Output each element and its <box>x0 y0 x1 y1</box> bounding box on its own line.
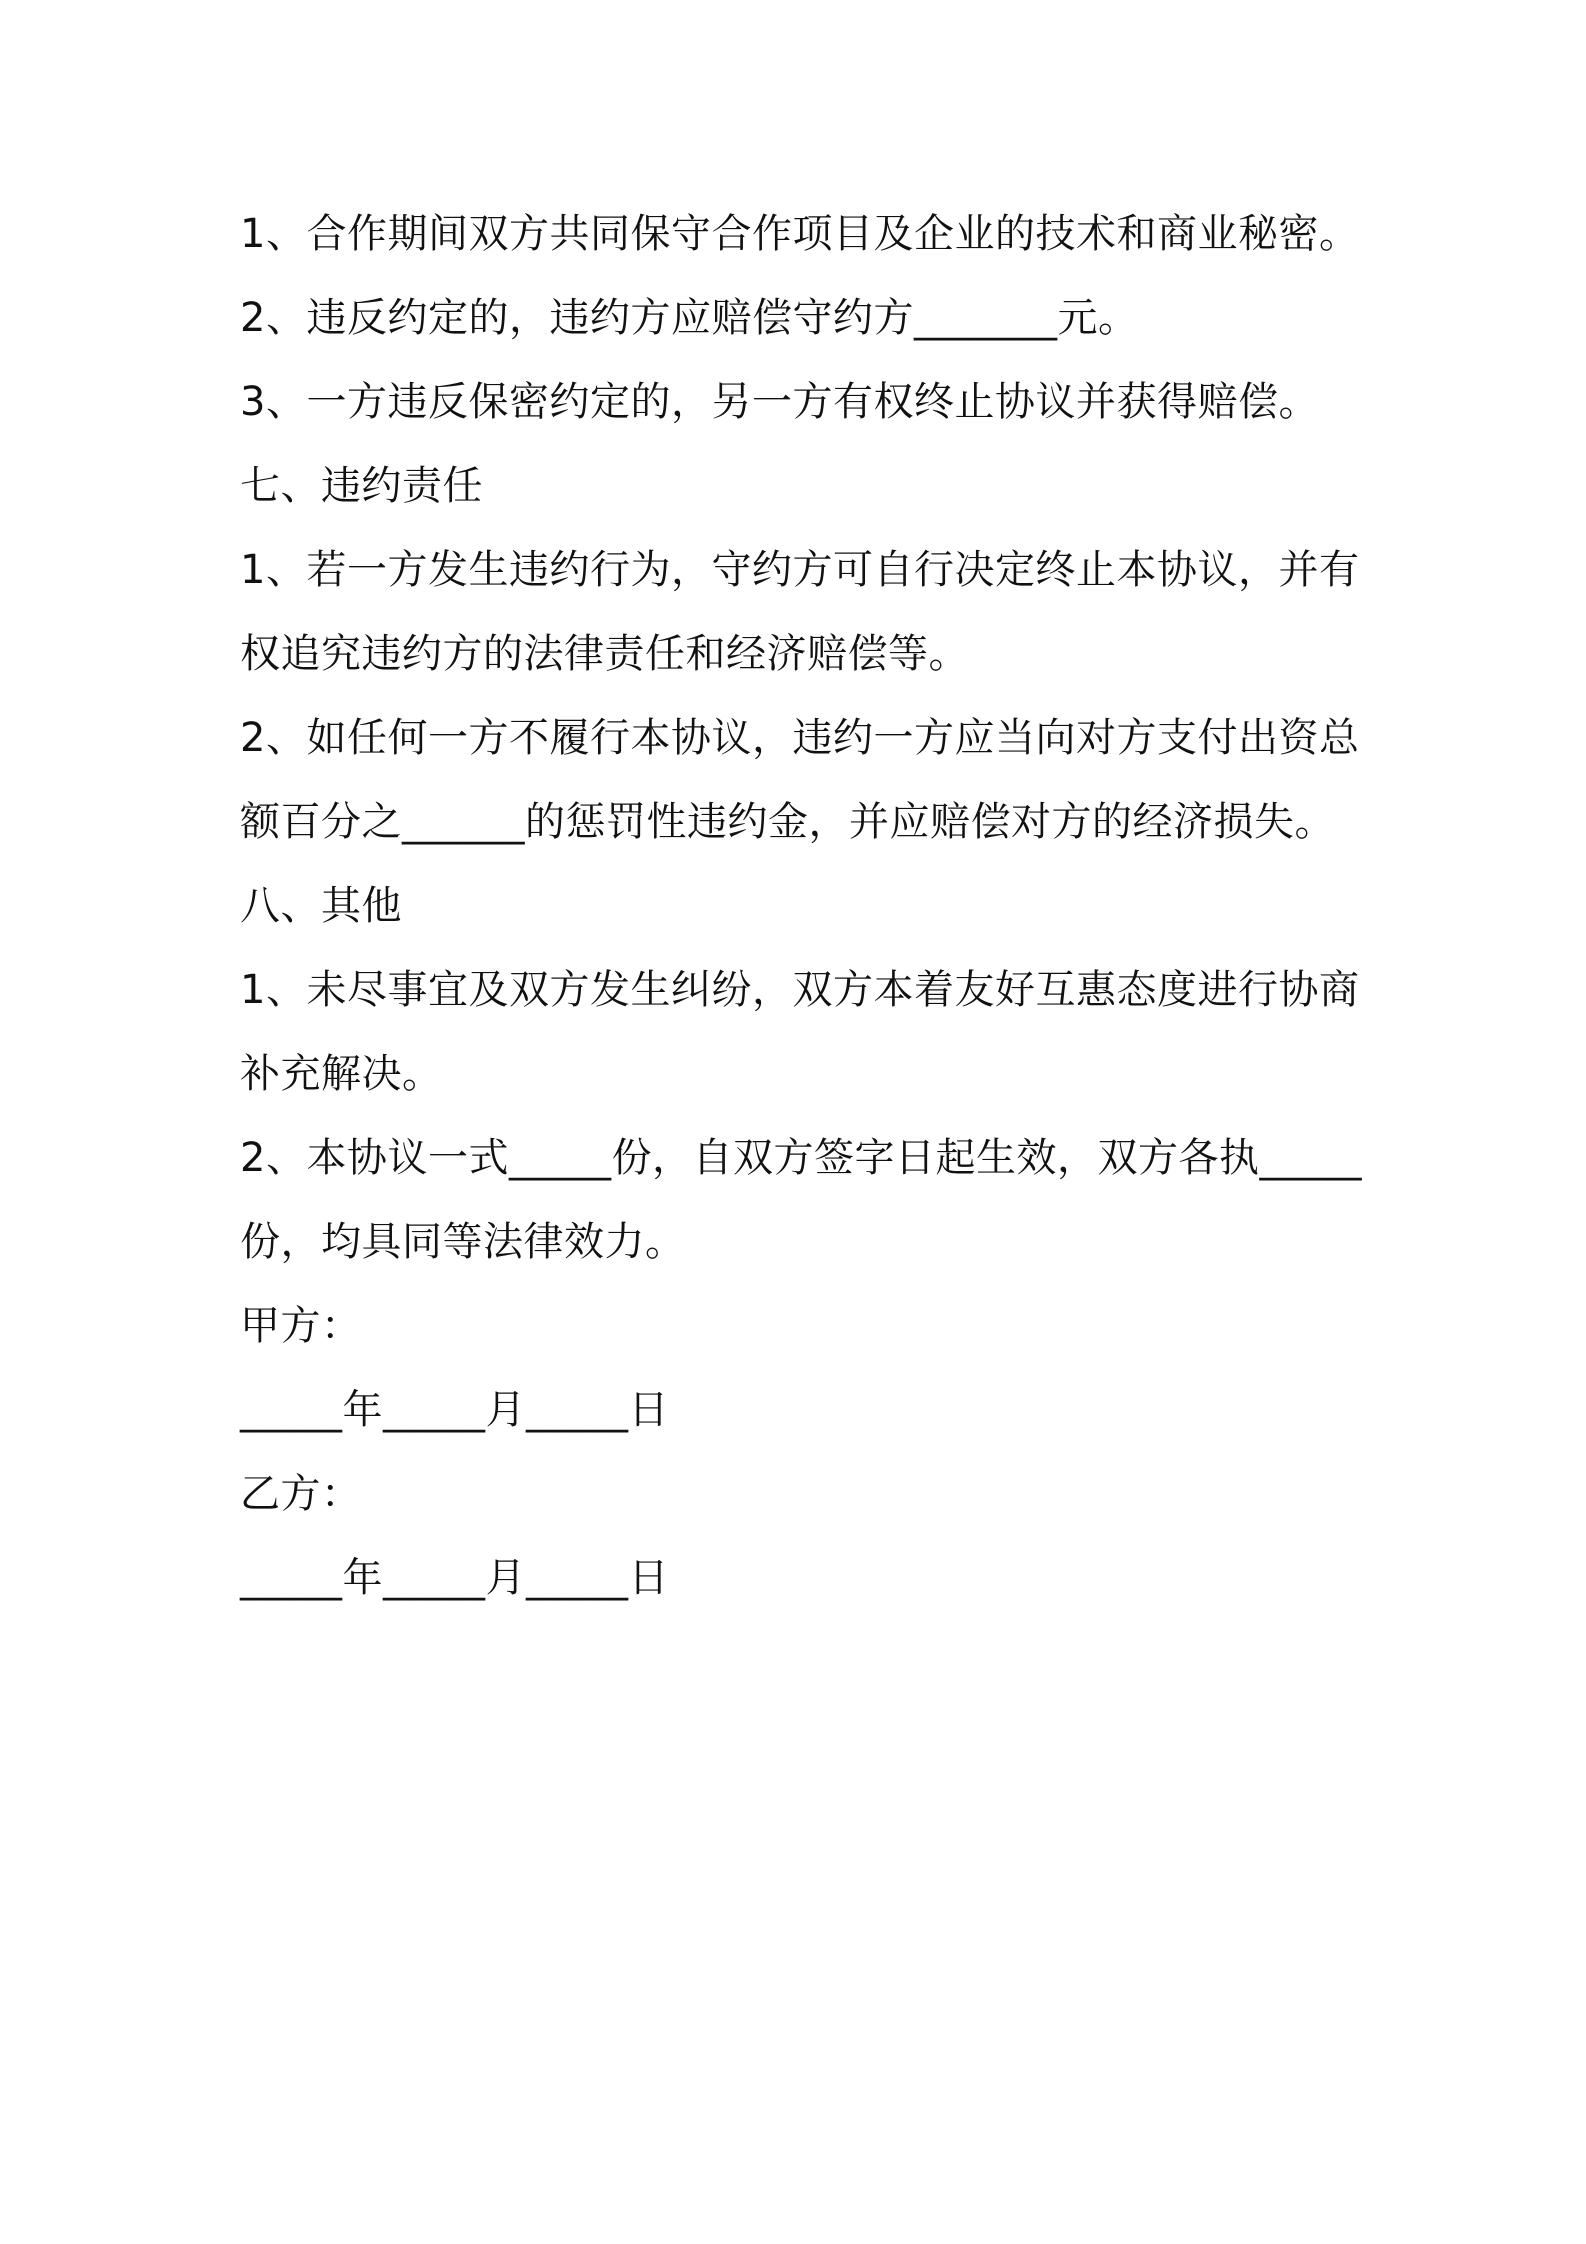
section-heading-breach: 七、违约责任 <box>240 463 483 509</box>
clause-confidentiality-3: 3、一方违反保密约定的，另一方有权终止协议并获得赔偿。 <box>240 379 1319 425</box>
party-a-date: _____年_____月_____日 <box>240 1387 669 1433</box>
party-b-date: _____年_____月_____日 <box>240 1555 669 1601</box>
party-b-label: 乙方： <box>240 1471 362 1517</box>
document-body <box>240 192 1360 1620</box>
clause-confidentiality-1: 1、合作期间双方共同保守合作项目及企业的技术和商业秘密。 <box>240 211 1360 257</box>
clause-breach-2-line-1: 2、如任何一方不履行本协议，违约一方应当向对方支付出资总 <box>240 715 1360 761</box>
clause-confidentiality-2: 2、违反约定的，违约方应赔偿守约方_______元。 <box>240 295 1139 341</box>
clause-breach-1-line-2: 权追究违约方的法律责任和经济赔偿等。 <box>240 631 969 677</box>
clause-other-1-line-1: 1、未尽事宜及双方发生纠纷，双方本着友好互惠态度进行协商 <box>240 967 1360 1013</box>
clause-breach-1-line-1: 1、若一方发生违约行为，守约方可自行决定终止本协议，并有 <box>240 547 1360 593</box>
clause-other-2-line-2: 份，均具同等法律效力。 <box>240 1219 686 1265</box>
clause-other-2-line-1: 2、本协议一式_____份，自双方签字日起生效，双方各执_____ <box>240 1135 1362 1181</box>
clause-breach-2-line-2: 额百分之______的惩罚性违约金，并应赔偿对方的经济损失。 <box>240 799 1335 845</box>
section-heading-other: 八、其他 <box>240 883 402 929</box>
clause-other-1-line-2: 补充解决。 <box>240 1051 443 1097</box>
party-a-label: 甲方： <box>240 1303 362 1349</box>
